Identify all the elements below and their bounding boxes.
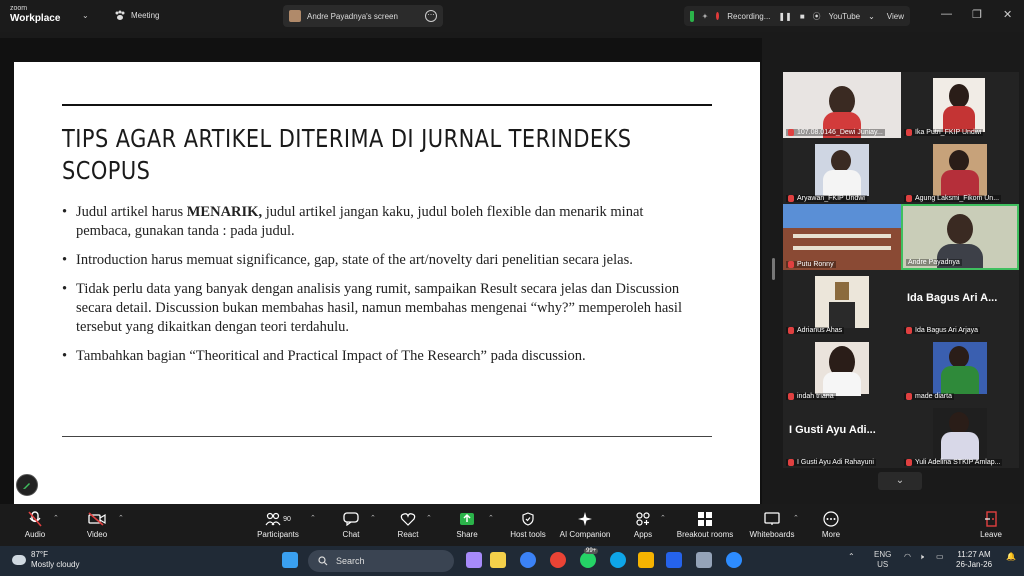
search-placeholder: Search <box>336 556 365 566</box>
meeting-toolbar <box>0 504 1024 546</box>
leave-button[interactable] <box>975 510 1007 539</box>
chevron-up-icon[interactable]: ⌃ <box>118 515 124 522</box>
weather-text: Mostly cloudy <box>31 560 80 569</box>
participants-icon <box>265 512 281 526</box>
video-label: Video <box>86 530 108 539</box>
share-tab-label: Andre Payadnya's screen <box>307 11 398 21</box>
logo-product: Workplace <box>10 13 61 24</box>
file-explorer-icon[interactable] <box>638 552 654 568</box>
chevron-down-icon: ⌄ <box>895 475 905 486</box>
temperature: 87°F <box>31 550 48 559</box>
chevron-up-icon[interactable]: ⌃ <box>660 515 666 522</box>
mic-muted-icon <box>788 195 794 202</box>
language-code: ENG <box>874 550 892 559</box>
chat-icon <box>343 512 359 526</box>
participant-tile[interactable] <box>901 72 1019 138</box>
chat-label: Chat <box>342 530 360 539</box>
view-label[interactable]: View <box>886 11 904 21</box>
react-label: React <box>397 530 419 539</box>
word-icon[interactable] <box>666 552 682 568</box>
presenter-avatar <box>289 10 301 22</box>
more-icon <box>823 511 839 527</box>
breakout-rooms-label: Breakout rooms <box>676 530 734 539</box>
zoom-app-icon[interactable] <box>726 552 742 568</box>
bullet-item: • Tambahkan bagian “Theoritical and Practical Impact of The Research” pada discussion. <box>62 347 702 366</box>
bottom-rule <box>62 436 712 437</box>
chevron-up-icon[interactable]: ⌃ <box>426 515 432 522</box>
paw-icon <box>114 10 126 21</box>
participant-name: Agung Laksmi_Fikom Un... <box>904 195 1001 202</box>
chevron-down-icon[interactable]: ⌄ <box>868 11 875 21</box>
mic-muted-icon <box>788 261 794 268</box>
presentation-slide <box>14 62 760 518</box>
participant-name: 107.08.0146_Dewi Juniay... <box>786 129 885 136</box>
clock-time: 11:27 AM <box>957 550 991 559</box>
whiteboards-button[interactable] <box>745 510 799 539</box>
minimize-icon[interactable]: — <box>941 8 952 20</box>
signal-icon: ⦿ <box>812 11 821 21</box>
participant-tile-active-speaker[interactable] <box>901 204 1019 270</box>
chevron-up-icon[interactable]: ⌃ <box>488 515 494 522</box>
video-off-icon <box>88 512 106 526</box>
chat-button[interactable] <box>336 510 366 539</box>
chevron-down-icon[interactable]: ⌄ <box>82 11 89 20</box>
participants-label: Participants <box>257 530 299 539</box>
youtube-label[interactable]: YouTube <box>828 11 861 21</box>
title-bar <box>0 0 1024 32</box>
mic-muted-icon <box>28 511 42 527</box>
clock-date: 26-Jan-26 <box>956 560 993 569</box>
apps-button[interactable] <box>628 510 658 539</box>
apps-icon <box>636 512 650 526</box>
volume-muted-icon[interactable]: 🕨 <box>919 552 925 561</box>
top-rule <box>62 104 712 106</box>
participant-tile[interactable] <box>783 270 901 336</box>
annotate-button[interactable] <box>16 474 38 496</box>
stop-icon[interactable]: ■ <box>799 11 805 21</box>
pause-icon[interactable]: ❚❚ <box>778 11 792 21</box>
bullet-item <box>62 203 702 241</box>
share-screen-icon <box>459 512 475 526</box>
restore-icon[interactable]: ❐ <box>972 9 982 21</box>
participant-tile[interactable] <box>783 402 901 468</box>
edge-icon[interactable] <box>610 552 626 568</box>
breakout-rooms-icon <box>697 511 713 527</box>
mic-muted-icon <box>906 393 912 400</box>
chevron-up-icon[interactable]: ⌃ <box>310 515 316 522</box>
weather-widget[interactable] <box>12 550 79 570</box>
recording-label: Recording... <box>727 11 771 21</box>
breakout-rooms-button[interactable] <box>674 510 736 539</box>
chevron-up-icon[interactable]: ⌃ <box>53 515 59 522</box>
leave-label: Leave <box>980 530 1002 539</box>
participant-name: I Gusti Ayu Adi Rahayuni <box>786 459 876 466</box>
slide-title: TIPS AGAR ARTIKEL DITERIMA DI JURNAL TERINDEKS SCOPUS <box>62 124 632 185</box>
windows-start-icon[interactable] <box>282 552 298 568</box>
system-clock[interactable] <box>956 550 992 570</box>
chevron-up-icon[interactable]: ⌃ <box>370 515 376 522</box>
meeting-label: Meeting <box>131 11 160 20</box>
calculator-icon[interactable] <box>696 552 712 568</box>
bullet-text: Judul artikel harus <box>76 204 187 220</box>
participant-name: Andre Payadnya <box>908 259 960 266</box>
share-label: Share <box>456 530 478 539</box>
participant-name: Yuli Adelina STKIP Amlap... <box>904 459 1002 466</box>
react-button[interactable] <box>393 510 423 539</box>
widgets-icon[interactable] <box>490 552 506 568</box>
host-tools-button[interactable] <box>508 510 548 539</box>
mic-muted-icon <box>906 459 912 466</box>
language-indicator[interactable] <box>874 550 891 570</box>
wifi-icon[interactable]: ◠ <box>904 552 911 561</box>
participant-tile[interactable] <box>901 402 1019 468</box>
onedrive-icon[interactable] <box>520 552 536 568</box>
participant-tile[interactable] <box>783 138 901 204</box>
more-button[interactable] <box>817 510 845 539</box>
recording-dot-icon <box>716 12 719 20</box>
mic-muted-icon <box>906 129 912 136</box>
participant-name: Adrianus Ahas <box>786 327 844 334</box>
search-icon <box>318 556 328 566</box>
share-screen-tab[interactable] <box>283 5 443 27</box>
mic-muted-icon <box>906 327 912 334</box>
sparkle-icon[interactable]: ✦ <box>701 11 709 21</box>
participant-name: Aryawan_FKIP Undwi <box>786 195 867 202</box>
participant-tile[interactable] <box>901 336 1019 402</box>
mic-muted-icon <box>788 459 794 466</box>
audio-label: Audio <box>24 530 46 539</box>
bullet-list <box>62 203 702 376</box>
host-tools-label: Host tools <box>510 530 546 539</box>
meeting-status-bar <box>684 6 910 26</box>
cloud-icon <box>12 555 26 565</box>
participant-name: indah triana <box>786 393 836 400</box>
bullet-item: • Introduction harus memuat significance, gap, state of the art/novelty dari penelitian secara jelas. <box>62 251 702 270</box>
shield-icon[interactable] <box>690 11 694 22</box>
video-button[interactable] <box>82 510 112 539</box>
region-code: US <box>877 560 889 569</box>
participant-tile[interactable] <box>783 204 901 270</box>
logo-brand: zoom <box>10 5 28 12</box>
participant-big-label: I Gusti Ayu Adi... <box>789 424 876 436</box>
meeting-tab[interactable] <box>114 10 159 21</box>
participant-name: Ika Putri_FKIP Undwi <box>904 129 983 136</box>
mic-muted-icon <box>906 195 912 202</box>
ai-companion-label: AI Companion <box>559 530 611 539</box>
gallery-next-page-button[interactable] <box>878 472 922 490</box>
bullet-emphasis: MENARIK, <box>186 204 263 220</box>
shared-screen-area <box>0 38 762 504</box>
windows-taskbar <box>0 546 1024 576</box>
more-label: More <box>821 530 841 539</box>
participant-big-label: Ida Bagus Ari A... <box>907 292 998 304</box>
participant-tile[interactable] <box>901 270 1019 336</box>
heart-icon <box>400 512 416 526</box>
apps-label: Apps <box>633 530 653 539</box>
shield-check-icon <box>521 512 535 526</box>
participants-count: 90 <box>283 515 291 523</box>
participants-button[interactable] <box>254 510 302 539</box>
chevron-up-icon[interactable]: ⌃ <box>848 552 855 561</box>
participant-name: Ida Bagus Ari Arjaya <box>904 327 980 334</box>
mic-muted-icon <box>788 129 794 136</box>
zoom-logo <box>10 4 60 24</box>
whatsapp-icon[interactable] <box>580 552 596 568</box>
chevron-up-icon[interactable]: ⌃ <box>793 515 799 522</box>
share-button[interactable] <box>452 510 482 539</box>
battery-icon[interactable]: ▭ <box>936 552 944 561</box>
audio-button[interactable] <box>20 510 50 539</box>
ai-companion-button[interactable] <box>558 510 612 539</box>
participant-name: Putu Ronny <box>786 261 836 268</box>
participant-gallery <box>762 38 1024 504</box>
notifications-icon[interactable]: 🔔 <box>1006 552 1016 561</box>
chrome-icon[interactable] <box>550 552 566 568</box>
whiteboard-icon <box>764 512 780 526</box>
participant-name: made diarta <box>904 393 954 400</box>
taskbar-search[interactable] <box>308 550 454 572</box>
participant-tile[interactable] <box>783 336 901 402</box>
close-icon[interactable]: ✕ <box>1003 9 1013 21</box>
pen-icon <box>22 480 32 490</box>
mic-muted-icon <box>788 327 794 334</box>
notification-badge: 99+ <box>586 548 597 554</box>
bullet-item: • Tidak perlu data yang banyak dengan analisis yang rumit, sampaikan Result secara jelas dan Discussion secara detail. Discussion bukan membahas hasil, namun membahas mengenai “why?” memperoleh hasil tersebut yang dikaitkan dengan teori terdahulu. <box>62 280 702 337</box>
bullet-text: judul artikel jangan kaku, judul boleh flexible dan menarik minat pembaca, gunakan tanda : pada judul. <box>76 204 644 239</box>
mic-muted-icon <box>788 393 794 400</box>
leave-door-icon <box>984 511 998 527</box>
whiteboards-label: Whiteboards <box>749 530 795 539</box>
participant-tile[interactable] <box>783 72 901 138</box>
participant-tile[interactable] <box>901 138 1019 204</box>
gallery-resize-handle[interactable] <box>772 258 775 280</box>
copilot-icon[interactable] <box>466 552 482 568</box>
ai-sparkle-icon <box>578 512 592 526</box>
more-options-icon[interactable]: ⋯ <box>425 10 437 22</box>
